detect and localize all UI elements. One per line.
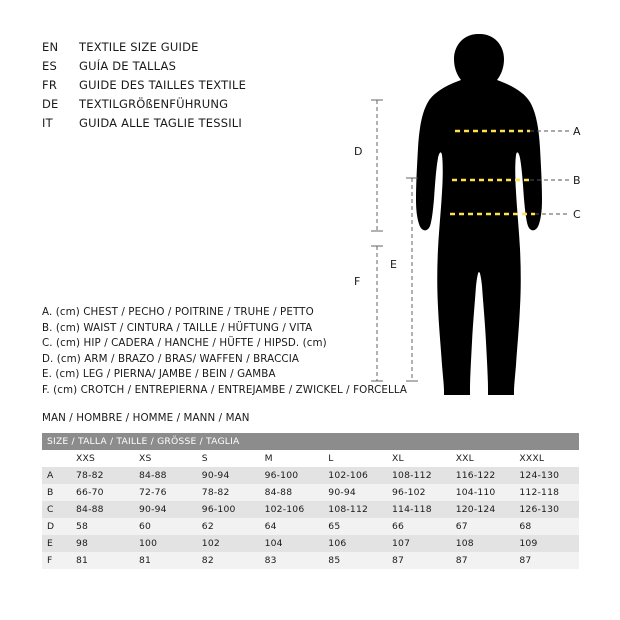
cell: 120-124 [455, 504, 496, 515]
column-header-xl: XL [391, 453, 404, 464]
row-label: A [47, 470, 54, 481]
cell: 82 [201, 555, 214, 566]
table-row [42, 552, 579, 569]
marker-label-e: E [390, 258, 397, 271]
row-label: D [47, 521, 55, 532]
cell: 106 [328, 538, 347, 549]
marker-label-d: D [354, 145, 363, 158]
marker-label-c: C [573, 208, 581, 221]
cell: 84-88 [264, 487, 293, 498]
size-table [42, 433, 579, 569]
marker-label-a: A [573, 125, 581, 138]
cell: 81 [139, 555, 152, 566]
title-lang: IT [42, 116, 53, 130]
column-header-m: M [264, 453, 273, 464]
cell: 66-70 [76, 487, 104, 498]
cell: 108-112 [328, 504, 369, 515]
title-row [42, 114, 372, 133]
cell: 96-100 [264, 470, 299, 481]
cell: 60 [139, 521, 152, 532]
row-label: B [47, 487, 54, 498]
title-lang: ES [42, 59, 57, 73]
dimension-f [371, 246, 383, 381]
table-row [42, 484, 579, 501]
column-header [42, 450, 71, 467]
cell: 87 [455, 555, 468, 566]
title-row [42, 38, 372, 57]
cell: 109 [519, 538, 538, 549]
figure-svg [330, 28, 600, 418]
title-text: GUIDE DES TAILLES TEXTILE [79, 78, 247, 92]
dimension-d [371, 100, 383, 231]
legend-item-e: E. (cm) LEG / PIERNA/ JAMBE / BEIN / GAMBA [42, 368, 276, 381]
cell: 108-112 [391, 470, 432, 481]
table-row [42, 535, 579, 552]
marker-label-f: F [354, 275, 361, 288]
cell: 67 [455, 521, 468, 532]
cell: 78-82 [76, 470, 104, 481]
legend-item-f: F. (cm) CROTCH / ENTREPIERNA / ENTREJAMBE / ZWICKEL / FORCELLA [42, 383, 408, 396]
table-column-row [42, 450, 579, 467]
cell: 96-102 [391, 487, 426, 498]
column-header-xxxl: XXXL [519, 453, 545, 464]
title-row [42, 76, 372, 95]
cell: 126-130 [519, 504, 560, 515]
legend-item-b: B. (cm) WAIST / CINTURA / TAILLE / HÜFTUNG / VITA [42, 321, 313, 334]
cell: 116-122 [455, 470, 496, 481]
cell: 65 [328, 521, 341, 532]
table-header-row [42, 433, 579, 450]
cell: 58 [76, 521, 89, 532]
cell: 114-118 [391, 504, 432, 515]
cell: 84-88 [139, 470, 167, 481]
cell: 107 [391, 538, 411, 549]
title-text: GUIDA ALLE TAGLIE TESSILI [79, 116, 243, 130]
cell: 87 [519, 555, 532, 566]
title-lang: FR [42, 78, 58, 92]
cell: 62 [201, 521, 214, 532]
title-lang: EN [42, 40, 59, 54]
title-row [42, 95, 372, 114]
legend-item-d: D. (cm) ARM / BRAZO / BRAS/ WAFFEN / BRACCIA [42, 352, 299, 365]
cell: 102-106 [264, 504, 305, 515]
cell: 72-76 [139, 487, 167, 498]
title-text: GUÍA DE TALLAS [79, 59, 177, 73]
cell: 85 [328, 555, 341, 566]
cell: 102 [201, 538, 220, 549]
marker-label-b: B [573, 174, 581, 187]
column-header-l: L [328, 453, 334, 464]
title-text: TEXTILGRÖßENFÜHRUNG [79, 97, 229, 111]
legend-footer: MAN / HOMBRE / HOMME / MANN / MAN [42, 411, 250, 424]
size-table-wrapper [42, 433, 579, 569]
cell: 83 [264, 555, 277, 566]
row-label: E [47, 538, 54, 549]
cell: 104 [264, 538, 283, 549]
cell: 66 [391, 521, 405, 532]
legend-item-a: A. (cm) CHEST / PECHO / POITRINE / TRUHE / PETTO [42, 306, 314, 318]
cell: 108 [455, 538, 474, 549]
cell: 81 [76, 555, 89, 566]
title-text: TEXTILE SIZE GUIDE [79, 40, 199, 54]
cell: 84-88 [76, 504, 104, 515]
title-row [42, 57, 372, 76]
cell: 100 [139, 538, 158, 549]
cell: 78-82 [201, 487, 230, 498]
table-row [42, 467, 579, 484]
cell: 102-106 [328, 470, 369, 481]
cell: 87 [391, 555, 405, 566]
title-block [42, 38, 372, 133]
legend-item-c: C. (cm) HIP / CADERA / HANCHE / HÜFTE / HIPSD. (cm) [42, 337, 327, 350]
table-title: SIZE / TALLA / TAILLE / GRÖSSE / TAGLIA [47, 436, 240, 447]
table-row [42, 501, 579, 518]
dimension-e [406, 178, 418, 381]
cell: 98 [76, 538, 89, 549]
cell: 124-130 [519, 470, 560, 481]
title-lang: DE [42, 97, 59, 111]
row-label: C [47, 504, 54, 515]
column-header-s: S [201, 453, 208, 464]
table-row [42, 518, 579, 535]
cell: 90-94 [139, 504, 167, 515]
column-header-xs: XS [139, 453, 152, 464]
cell: 64 [264, 521, 277, 532]
cell: 104-110 [455, 487, 496, 498]
cell: 96-100 [201, 504, 236, 515]
cell: 112-118 [519, 487, 560, 498]
column-header-xxl: XXL [455, 453, 474, 464]
cell: 68 [519, 521, 532, 532]
cell: 90-94 [201, 470, 230, 481]
mannequin-figure [330, 28, 600, 418]
row-label: F [47, 555, 53, 566]
cell: 90-94 [328, 487, 356, 498]
column-header-xxs: XXS [76, 453, 96, 464]
